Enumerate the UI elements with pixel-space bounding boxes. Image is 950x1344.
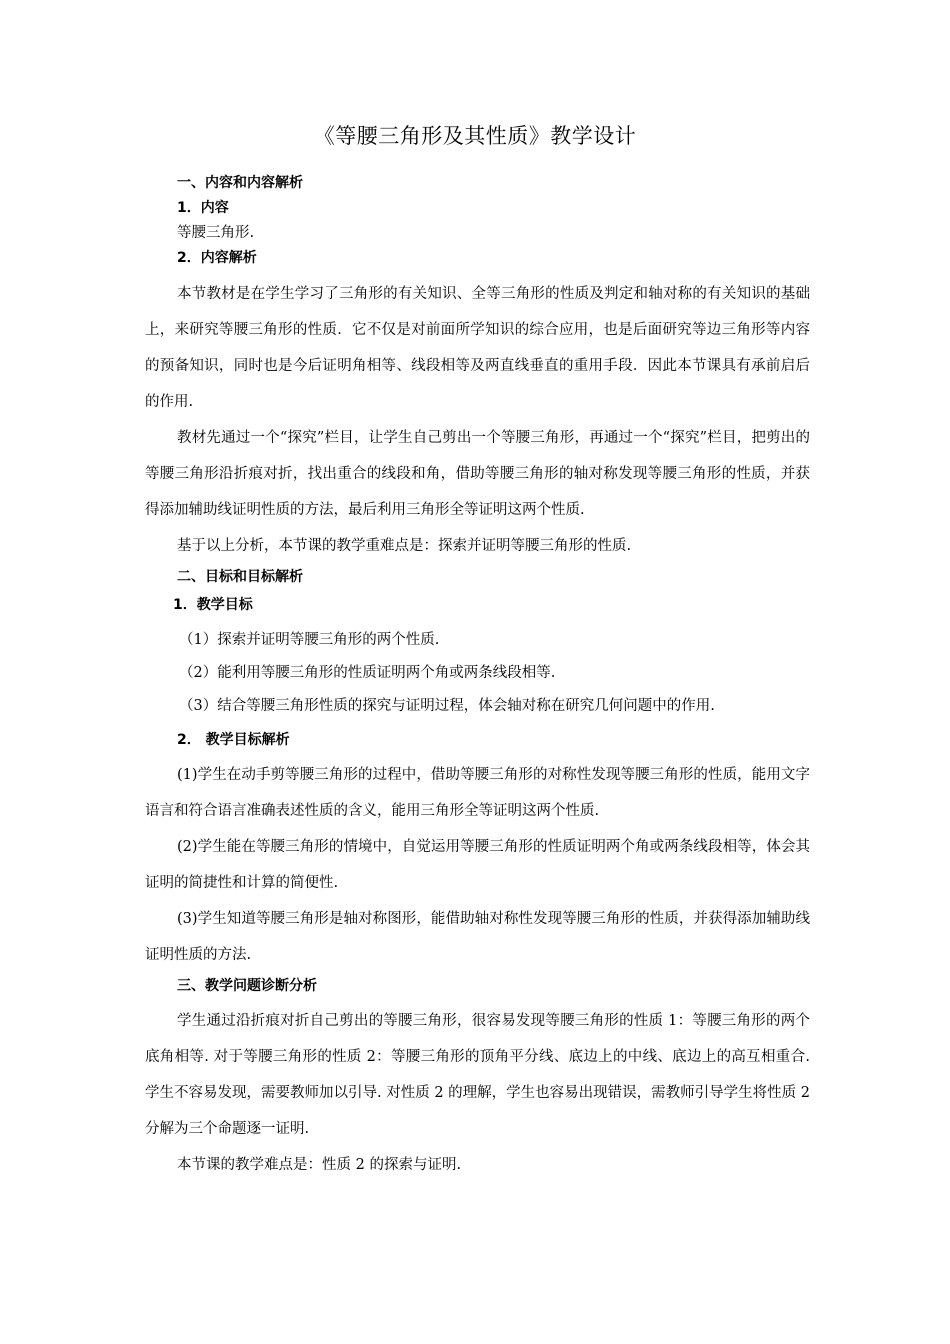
section-1-paragraph-2: 教材先通过一个“探究”栏目，让学生自己剪出一个等腰三角形，再通过一个“探究”栏目，把剪出的等腰三角形沿折痕对折，找出重合的线段和角，借助等腰三角形的轴对称发现等腰三角形的性质，并获得添加辅助线证明性质的方法，最后利用三角形全等证明这两个性质. bbox=[145, 430, 810, 518]
section-1-sub2-heading: 2．内容解析 bbox=[177, 250, 257, 266]
section-2-sub2-heading: 2． 教学目标解析 bbox=[177, 732, 290, 748]
document-title: 《等腰三角形及其性质》教学设计 bbox=[313, 124, 637, 148]
document-body bbox=[145, 170, 810, 1183]
section-2-sub1-heading: 1．教学目标 bbox=[173, 597, 253, 613]
section-1-paragraph-1: 本节教材是在学生学习了三角形的有关知识、全等三角形的性质及判定和轴对称的有关知识的基础上，来研究等腰三角形的性质．它不仅是对前面所学知识的综合应用，也是后面研究等边三角形等内容的预备知识，同时也是今后证明角相等、线段相等及两直线垂直的重用手段．因此本节课具有承前启后的作用. bbox=[145, 286, 810, 410]
goal-item-1: （1）探索并证明等腰三角形的两个性质. bbox=[179, 632, 440, 648]
goal-analysis-3: (3)学生知道等腰三角形是轴对称图形，能借助轴对称性发现等腰三角形的性质，并获得添加辅助线证明性质的方法. bbox=[145, 911, 810, 963]
section-1-sub1-text: 等腰三角形. bbox=[177, 225, 255, 241]
section-1-heading: 一、内容和内容解析 bbox=[177, 175, 303, 191]
section-3-paragraph-1: 学生通过沿折痕对折自己剪出的等腰三角形，很容易发现等腰三角形的性质 1：等腰三角形的两个底角相等. 对于等腰三角形的性质 2：等腰三角形的顶角平分线、底边上的中线、底边上的高互相重合. 学生不容易发现，需要教师加以引导. 对性质 2 的理解，学生也容易出现错误，需教师引导学生将性质 2 分解为三个命题逐一证明. bbox=[145, 1013, 810, 1137]
goal-analysis-2: (2)学生能在等腰三角形的情境中，自觉运用等腰三角形的性质证明两个角或两条线段相等，体会其证明的简捷性和计算的简便性. bbox=[145, 839, 810, 891]
goal-item-2: （2）能利用等腰三角形的性质证明两个角或两条线段相等. bbox=[179, 665, 556, 681]
section-1-sub1-heading: 1．内容 bbox=[177, 200, 229, 216]
goal-analysis-1: (1)学生在动手剪等腰三角形的过程中，借助等腰三角形的对称性发现等腰三角形的性质，能用文字语言和符合语言准确表述性质的含义，能用三角形全等证明这两个性质. bbox=[145, 767, 810, 819]
goal-item-3: （3）结合等腰三角形性质的探究与证明过程，体会轴对称在研究几何问题中的作用. bbox=[179, 698, 715, 714]
section-2-heading: 二、目标和目标解析 bbox=[177, 569, 303, 585]
section-3-paragraph-2: 本节课的教学难点是：性质 2 的探索与证明. bbox=[177, 1157, 462, 1173]
section-3-heading: 三、教学问题诊断分析 bbox=[177, 978, 317, 994]
section-1-paragraph-3: 基于以上分析，本节课的教学重难点是：探索并证明等腰三角形的性质. bbox=[177, 538, 632, 554]
